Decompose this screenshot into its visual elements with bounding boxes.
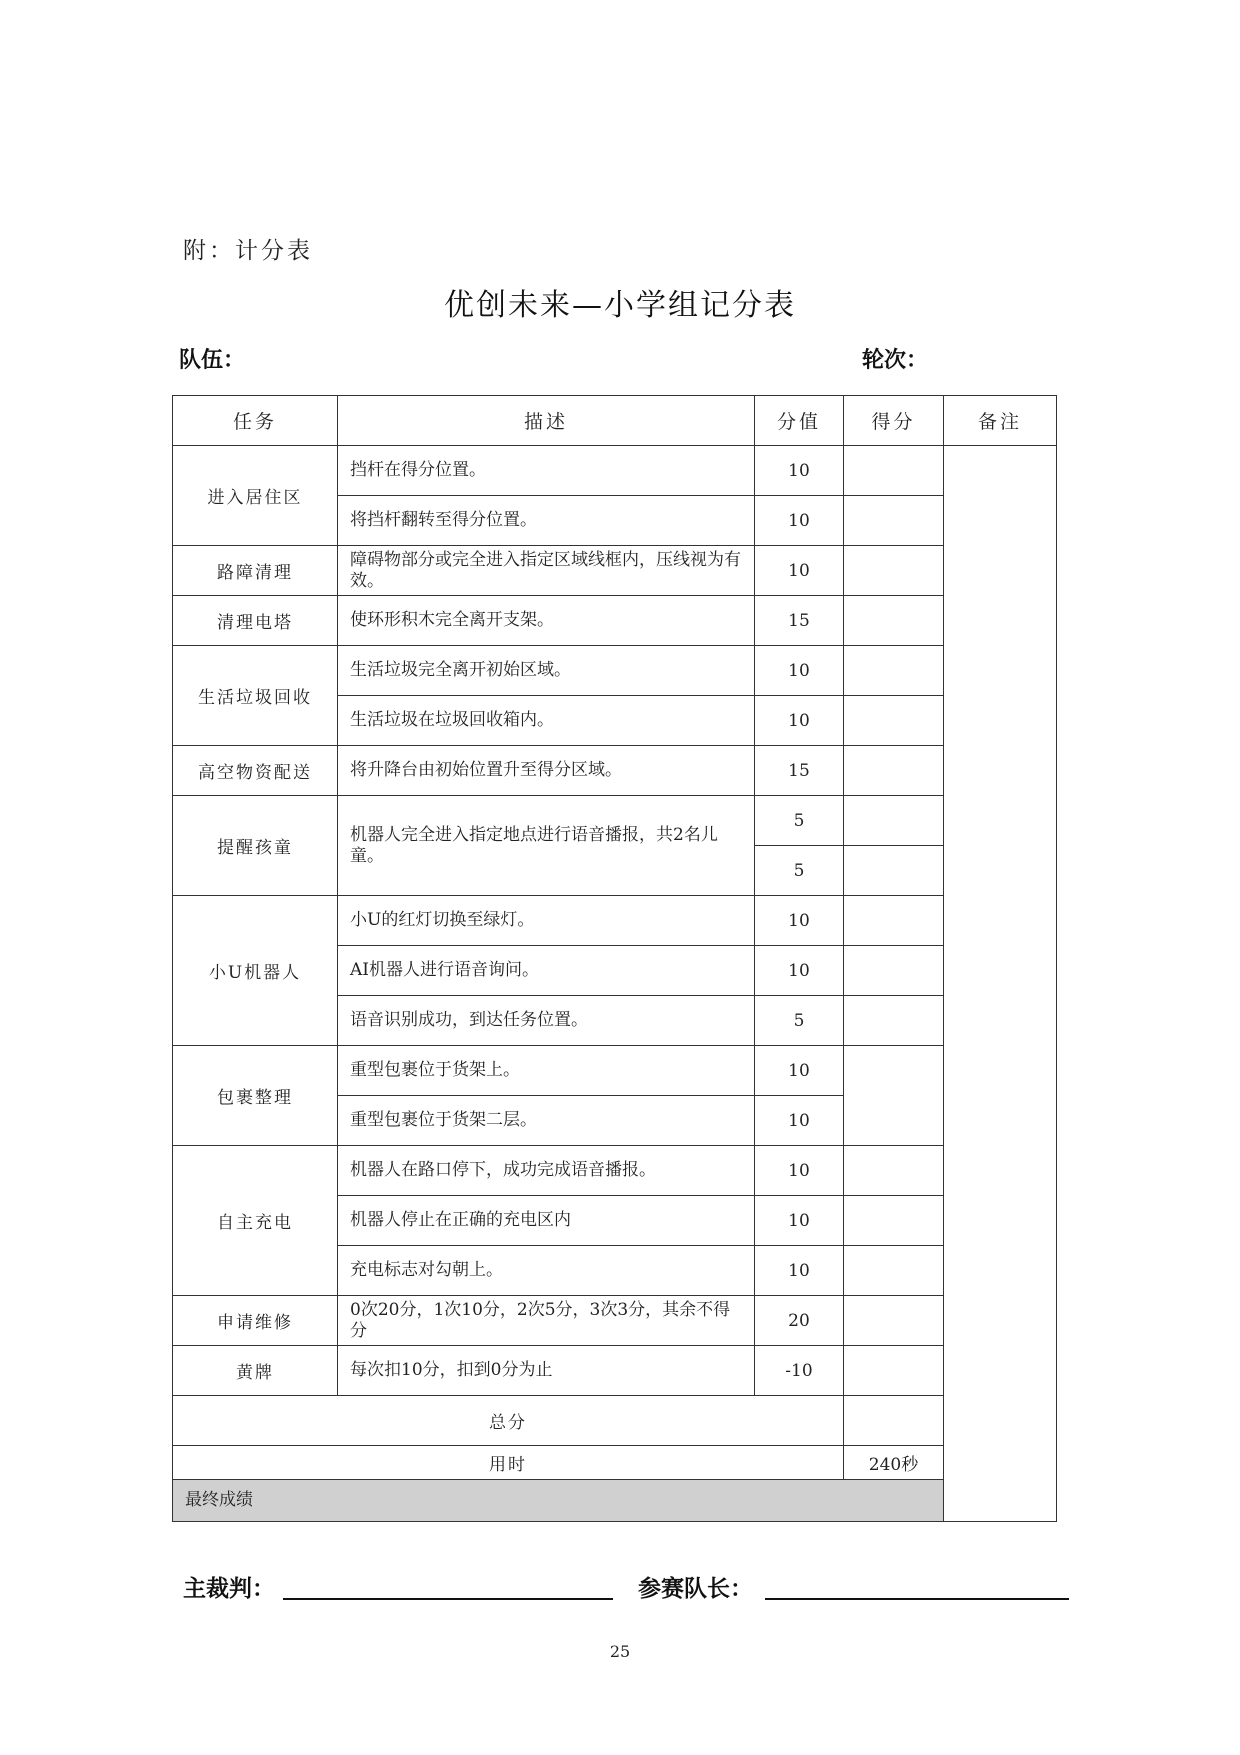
task-cell: 高空物资配送 (173, 746, 338, 796)
points-cell: 10 (755, 946, 844, 996)
chief-referee-signature-line[interactable] (283, 1598, 613, 1600)
points-cell: 15 (755, 596, 844, 646)
points-cell: 10 (755, 1046, 844, 1096)
header-task: 任务 (173, 396, 338, 446)
score-cell[interactable] (844, 546, 944, 596)
score-cell[interactable] (844, 1346, 944, 1396)
score-cell[interactable] (844, 596, 944, 646)
captain-label: 参赛队长： (638, 1576, 753, 1602)
desc-cell: 0次20分，1次10分，2次5分，3次3分，其余不得分 (338, 1296, 755, 1346)
task-cell: 进入居住区 (173, 446, 338, 546)
points-cell: 10 (755, 1196, 844, 1246)
desc-cell: 机器人完全进入指定地点进行语音播报，共2名儿童。 (338, 796, 755, 896)
header-desc: 描述 (338, 396, 755, 446)
time-value: 240秒 (844, 1446, 944, 1480)
table-row (173, 1146, 1057, 1196)
score-cell[interactable] (844, 496, 944, 546)
points-cell: 10 (755, 696, 844, 746)
task-cell: 自主充电 (173, 1146, 338, 1296)
table-row (173, 1296, 1057, 1346)
points-cell: 10 (755, 1146, 844, 1196)
desc-cell: 将升降台由初始位置升至得分区域。 (338, 746, 755, 796)
desc-cell: 障碍物部分或完全进入指定区域线框内，压线视为有效。 (338, 546, 755, 596)
score-cell[interactable] (844, 746, 944, 796)
score-cell[interactable] (844, 1196, 944, 1246)
points-cell: 10 (755, 1246, 844, 1296)
page-title: 优创未来—小学组记分表 (444, 288, 796, 323)
points-cell: 10 (755, 896, 844, 946)
time-label: 用时 (173, 1446, 844, 1480)
desc-cell: 每次扣10分，扣到0分为止 (338, 1346, 755, 1396)
score-cell[interactable] (844, 646, 944, 696)
table-row (173, 646, 1057, 696)
table-row (173, 896, 1057, 946)
desc-cell: 将挡杆翻转至得分位置。 (338, 496, 755, 546)
points-cell: 10 (755, 1096, 844, 1146)
task-cell: 黄牌 (173, 1346, 338, 1396)
page-number: 25 (609, 1642, 631, 1661)
table-row (173, 596, 1057, 646)
task-cell: 包裹整理 (173, 1046, 338, 1146)
desc-cell: 机器人停止在正确的充电区内 (338, 1196, 755, 1246)
desc-cell: 生活垃圾在垃圾回收箱内。 (338, 696, 755, 746)
points-cell: 10 (755, 546, 844, 596)
desc-cell: 重型包裹位于货架上。 (338, 1046, 755, 1096)
points-cell: 5 (755, 996, 844, 1046)
header-points: 分值 (755, 396, 844, 446)
desc-cell: 重型包裹位于货架二层。 (338, 1096, 755, 1146)
points-cell: 5 (755, 796, 844, 846)
desc-cell: 生活垃圾完全离开初始区域。 (338, 646, 755, 696)
task-cell: 小U机器人 (173, 896, 338, 1046)
score-cell[interactable] (844, 696, 944, 746)
total-value-cell[interactable] (844, 1396, 1057, 1446)
score-cell[interactable] (844, 1146, 944, 1196)
header-notes: 备注 (944, 396, 1057, 446)
desc-cell: 小U的红灯切换至绿灯。 (338, 896, 755, 946)
score-cell[interactable] (844, 846, 944, 896)
points-cell: 10 (755, 646, 844, 696)
score-cell[interactable] (844, 796, 944, 846)
task-cell: 清理电塔 (173, 596, 338, 646)
task-cell: 提醒孩童 (173, 796, 338, 896)
table-row (173, 1346, 1057, 1396)
final-label: 最终成绩 (173, 1480, 944, 1522)
score-cell[interactable] (844, 446, 944, 496)
notes-cell[interactable] (944, 446, 1057, 1522)
time-row (173, 1446, 1057, 1480)
desc-cell: 语音识别成功，到达任务位置。 (338, 996, 755, 1046)
table-row (173, 746, 1057, 796)
points-cell: 10 (755, 446, 844, 496)
total-label: 总分 (173, 1396, 844, 1446)
points-cell: 20 (755, 1296, 844, 1346)
captain-signature-line[interactable] (765, 1598, 1069, 1600)
score-table (172, 395, 1057, 1522)
header-score: 得分 (844, 396, 944, 446)
table-header-row (173, 396, 1057, 446)
score-cell[interactable] (844, 996, 944, 1046)
team-label: 队伍： (179, 348, 246, 373)
table-row (173, 446, 1057, 496)
table-row (173, 546, 1057, 596)
desc-cell: 机器人在路口停下，成功完成语音播报。 (338, 1146, 755, 1196)
desc-cell: AI机器人进行语音询问。 (338, 946, 755, 996)
score-cell[interactable] (844, 1246, 944, 1296)
score-cell[interactable] (844, 1296, 944, 1346)
table-row (173, 796, 1057, 846)
desc-cell: 挡杆在得分位置。 (338, 446, 755, 496)
task-cell: 申请维修 (173, 1296, 338, 1346)
points-cell: 5 (755, 846, 844, 896)
desc-cell: 充电标志对勾朝上。 (338, 1246, 755, 1296)
score-cell[interactable] (844, 896, 944, 946)
final-row (173, 1480, 1057, 1522)
score-cell[interactable] (844, 946, 944, 996)
task-cell: 生活垃圾回收 (173, 646, 338, 746)
desc-cell: 使环形积木完全离开支架。 (338, 596, 755, 646)
task-cell: 路障清理 (173, 546, 338, 596)
chief-referee-label: 主裁判： (183, 1576, 275, 1602)
score-cell[interactable] (844, 1046, 944, 1146)
total-row (173, 1396, 1057, 1446)
round-label: 轮次： (862, 348, 929, 373)
points-cell: 10 (755, 496, 844, 546)
points-cell: 15 (755, 746, 844, 796)
table-row (173, 1046, 1057, 1096)
appendix-label: 附：计分表 (183, 238, 313, 264)
points-cell: -10 (755, 1346, 844, 1396)
